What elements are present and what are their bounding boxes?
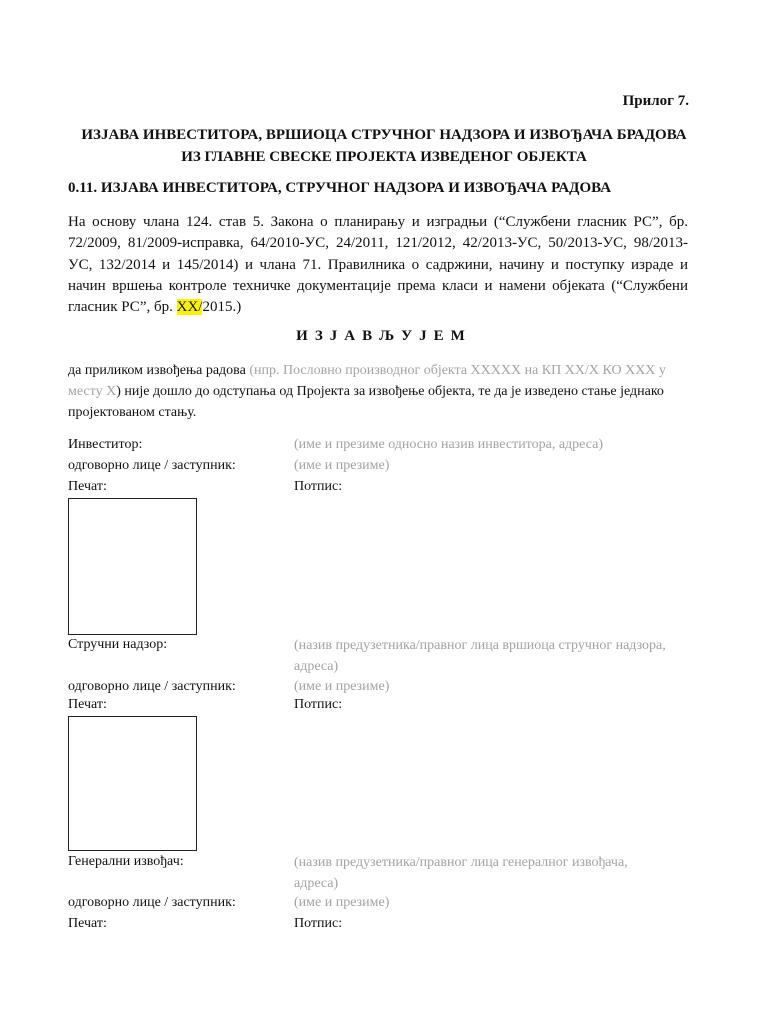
investor-label: Инвеститор: <box>68 437 143 452</box>
statement-paragraph <box>68 360 666 423</box>
supervision-rep-label: одговорно лице / заступник: <box>68 679 236 694</box>
section-heading: 0.11. ИЗЈАВА ИНВЕСТИТОРА, СТРУЧНОГ НАДЗОРА И ИЗВОЂАЧА РАДОВА <box>68 180 612 196</box>
investor-placeholder: (име и презиме односно назив инвеститора, адреса) <box>294 437 604 452</box>
supervision-stamp-box <box>68 716 197 851</box>
intro-end: 2015.) <box>202 299 242 316</box>
appendix-label: Прилог 7. <box>622 93 689 109</box>
statement-prefix: да приликом извођења радова <box>68 363 250 378</box>
investor-stamp-label: Печат: <box>68 479 107 494</box>
intro-highlight: XX/ <box>176 299 203 316</box>
investor-rep-placeholder: (име и презиме) <box>294 458 390 473</box>
statement-suffix: ) није дошло до одступања од Пројекта за извођење објекта, те да је изведено стање једнако пројектованом стању. <box>68 384 664 420</box>
supervision-label: Стручни надзор: <box>68 637 168 652</box>
investor-signature-label: Потпис: <box>294 479 343 494</box>
supervision-stamp-label: Печат: <box>68 697 107 712</box>
contractor-label: Генерални извођач: <box>68 854 184 869</box>
contractor-placeholder: (назив предузетника/правног лица генералног извођача, адреса) <box>294 855 628 891</box>
intro-paragraph <box>68 212 688 318</box>
intro-text: На основу члана 124. став 5. Закона о планирању и изградњи (“Службени гласник РС”, бр. 72/2009, 81/2009-исправка, 64/2010-УС, 24/2011, 121/2012, 42/2013-УС, 50/2013-УС, 98/2013-УС, 132/2014 и 145/2014) и члана 71. Правилника о садржини, начину и поступку израде и начин вршења контроле техничке документације према класи и намени објеката (“Службени гласник РС”, бр. <box>68 214 688 316</box>
investor-rep-label: одговорно лице / заступник: <box>68 458 236 473</box>
document-title-line-2: ИЗ ГЛАВНЕ СВЕСКЕ ПРОЈЕКТА ИЗВЕДЕНОГ ОБЈЕКТА <box>181 149 587 165</box>
contractor-rep-placeholder: (име и презиме) <box>294 895 390 910</box>
contractor-stamp-label: Печат: <box>68 916 107 931</box>
declare-heading: ИЗЈАВЉУЈЕМ <box>296 328 472 344</box>
supervision-signature-label: Потпис: <box>294 697 343 712</box>
contractor-signature-label: Потпис: <box>294 916 343 931</box>
statement-placeholder: (нпр. Пословно производног објекта XXXXX на КП XX/X КО XXX у месту X <box>68 363 666 399</box>
supervision-placeholder: (назив предузетника/правног лица вршиоца стручног надзора, адреса) <box>294 638 666 674</box>
document-title-line-1: ИЗЈАВА ИНВЕСТИТОРА, ВРШИОЦА СТРУЧНОГ НАДЗОРА И ИЗВОЂАЧА БРАДОВА <box>81 127 687 143</box>
contractor-rep-label: одговорно лице / заступник: <box>68 895 236 910</box>
investor-stamp-box <box>68 498 197 635</box>
supervision-rep-placeholder: (име и презиме) <box>294 679 390 694</box>
